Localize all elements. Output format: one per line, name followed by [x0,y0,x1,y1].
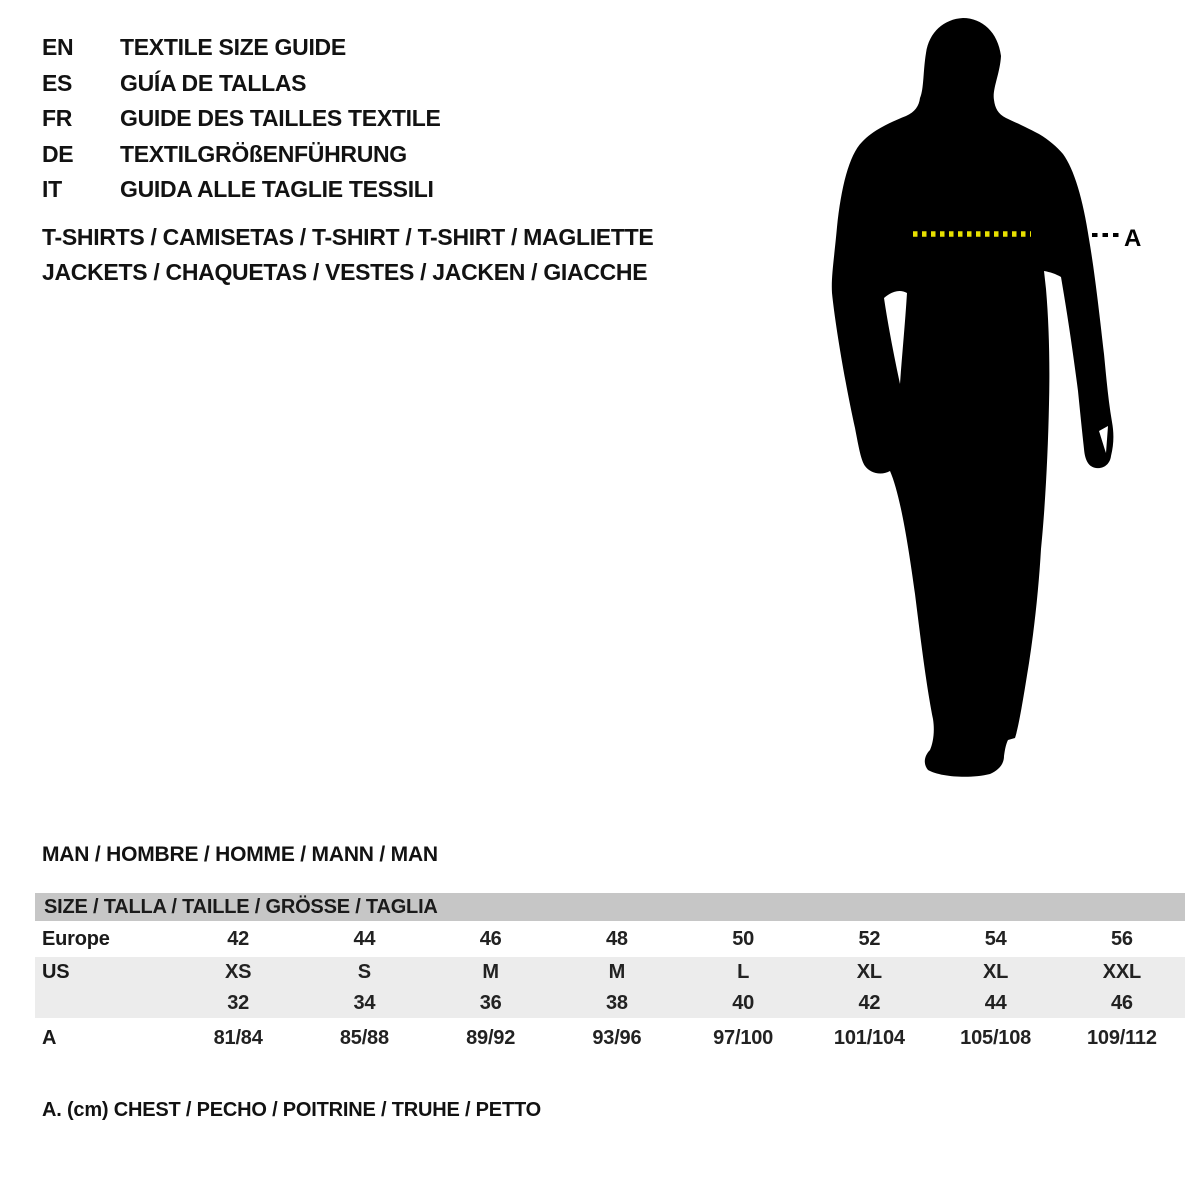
table-cell: 34 [353,991,376,1014]
table-cell: 44 [353,927,376,950]
measure-label-a: A [1124,225,1142,252]
table-cell: M [608,961,626,983]
language-list [42,30,441,208]
table-cell: 48 [605,927,628,950]
table-cell: XL [856,961,882,983]
language-code: IT [42,176,62,202]
table-cell: XL [983,961,1009,983]
table-cell: 42 [227,927,250,950]
table-cell: 36 [479,991,502,1014]
table-cell: XXL [1102,961,1142,983]
table-row-us [35,957,1185,988]
table-cell: 93/96 [592,1026,642,1049]
table-cell: M [482,961,499,983]
language-code: EN [42,34,74,60]
table-row-chest [35,1018,1185,1058]
table-cell: 56 [1110,927,1133,950]
table-row-europe [35,921,1185,957]
table-cell: XS [224,961,252,983]
table-cell: 46 [479,927,502,950]
language-code: ES [42,69,73,96]
table-row-numeric [35,988,1185,1018]
table-band-us [35,957,1185,1018]
row-label: A [42,1026,57,1049]
table-cell: S [357,961,371,983]
table-cell: 54 [984,927,1007,950]
size-table [35,893,1185,1058]
table-cell: 38 [605,991,628,1014]
table-cell: 42 [858,991,881,1014]
table-cell: 32 [227,991,250,1014]
table-cell: 109/112 [1086,1026,1157,1049]
section-title-man: MAN / HOMBRE / HOMME / MANN / MAN [42,843,438,866]
row-label: US [42,961,70,983]
category-line-tshirts: T-SHIRTS / CAMISETAS / T-SHIRT / T-SHIRT / MAGLIETTE [42,224,654,250]
table-cell: 101/104 [833,1026,905,1049]
category-line-jackets: JACKETS / CHAQUETAS / VESTES / JACKEN / GIACCHE [42,258,648,285]
table-cell: 89/92 [466,1026,516,1049]
language-label: GUIDA ALLE TAGLIE TESSILI [120,176,434,202]
table-cell: 50 [732,927,755,950]
language-label: GUIDE DES TAILLES TEXTILE [120,105,441,131]
table-cell: 52 [858,927,881,950]
table-cell: 44 [984,991,1007,1014]
table-cell: 81/84 [213,1026,263,1049]
table-cell: 46 [1110,991,1133,1014]
measurement-footnote: A. (cm) CHEST / PECHO / POITRINE / TRUHE / PETTO [42,1099,541,1121]
table-cell: 97/100 [713,1026,774,1049]
table-cell: 85/88 [339,1026,389,1049]
row-label: Europe [42,927,110,950]
table-cell: 40 [732,991,755,1014]
table-cell: 105/108 [960,1026,1032,1049]
language-label: TEXTILE SIZE GUIDE [120,34,346,60]
category-lines [42,220,653,289]
language-label: TEXTILGRÖßENFÜHRUNG [120,140,407,167]
man-silhouette-figure [820,5,1180,790]
man-silhouette [832,18,1114,777]
language-code: DE [42,140,74,167]
table-cell: L [737,961,750,983]
size-table-header: SIZE / TALLA / TAILLE / GRÖSSE / TAGLIA [35,893,1185,921]
language-label: GUÍA DE TALLAS [120,69,307,96]
language-code: FR [42,105,73,131]
